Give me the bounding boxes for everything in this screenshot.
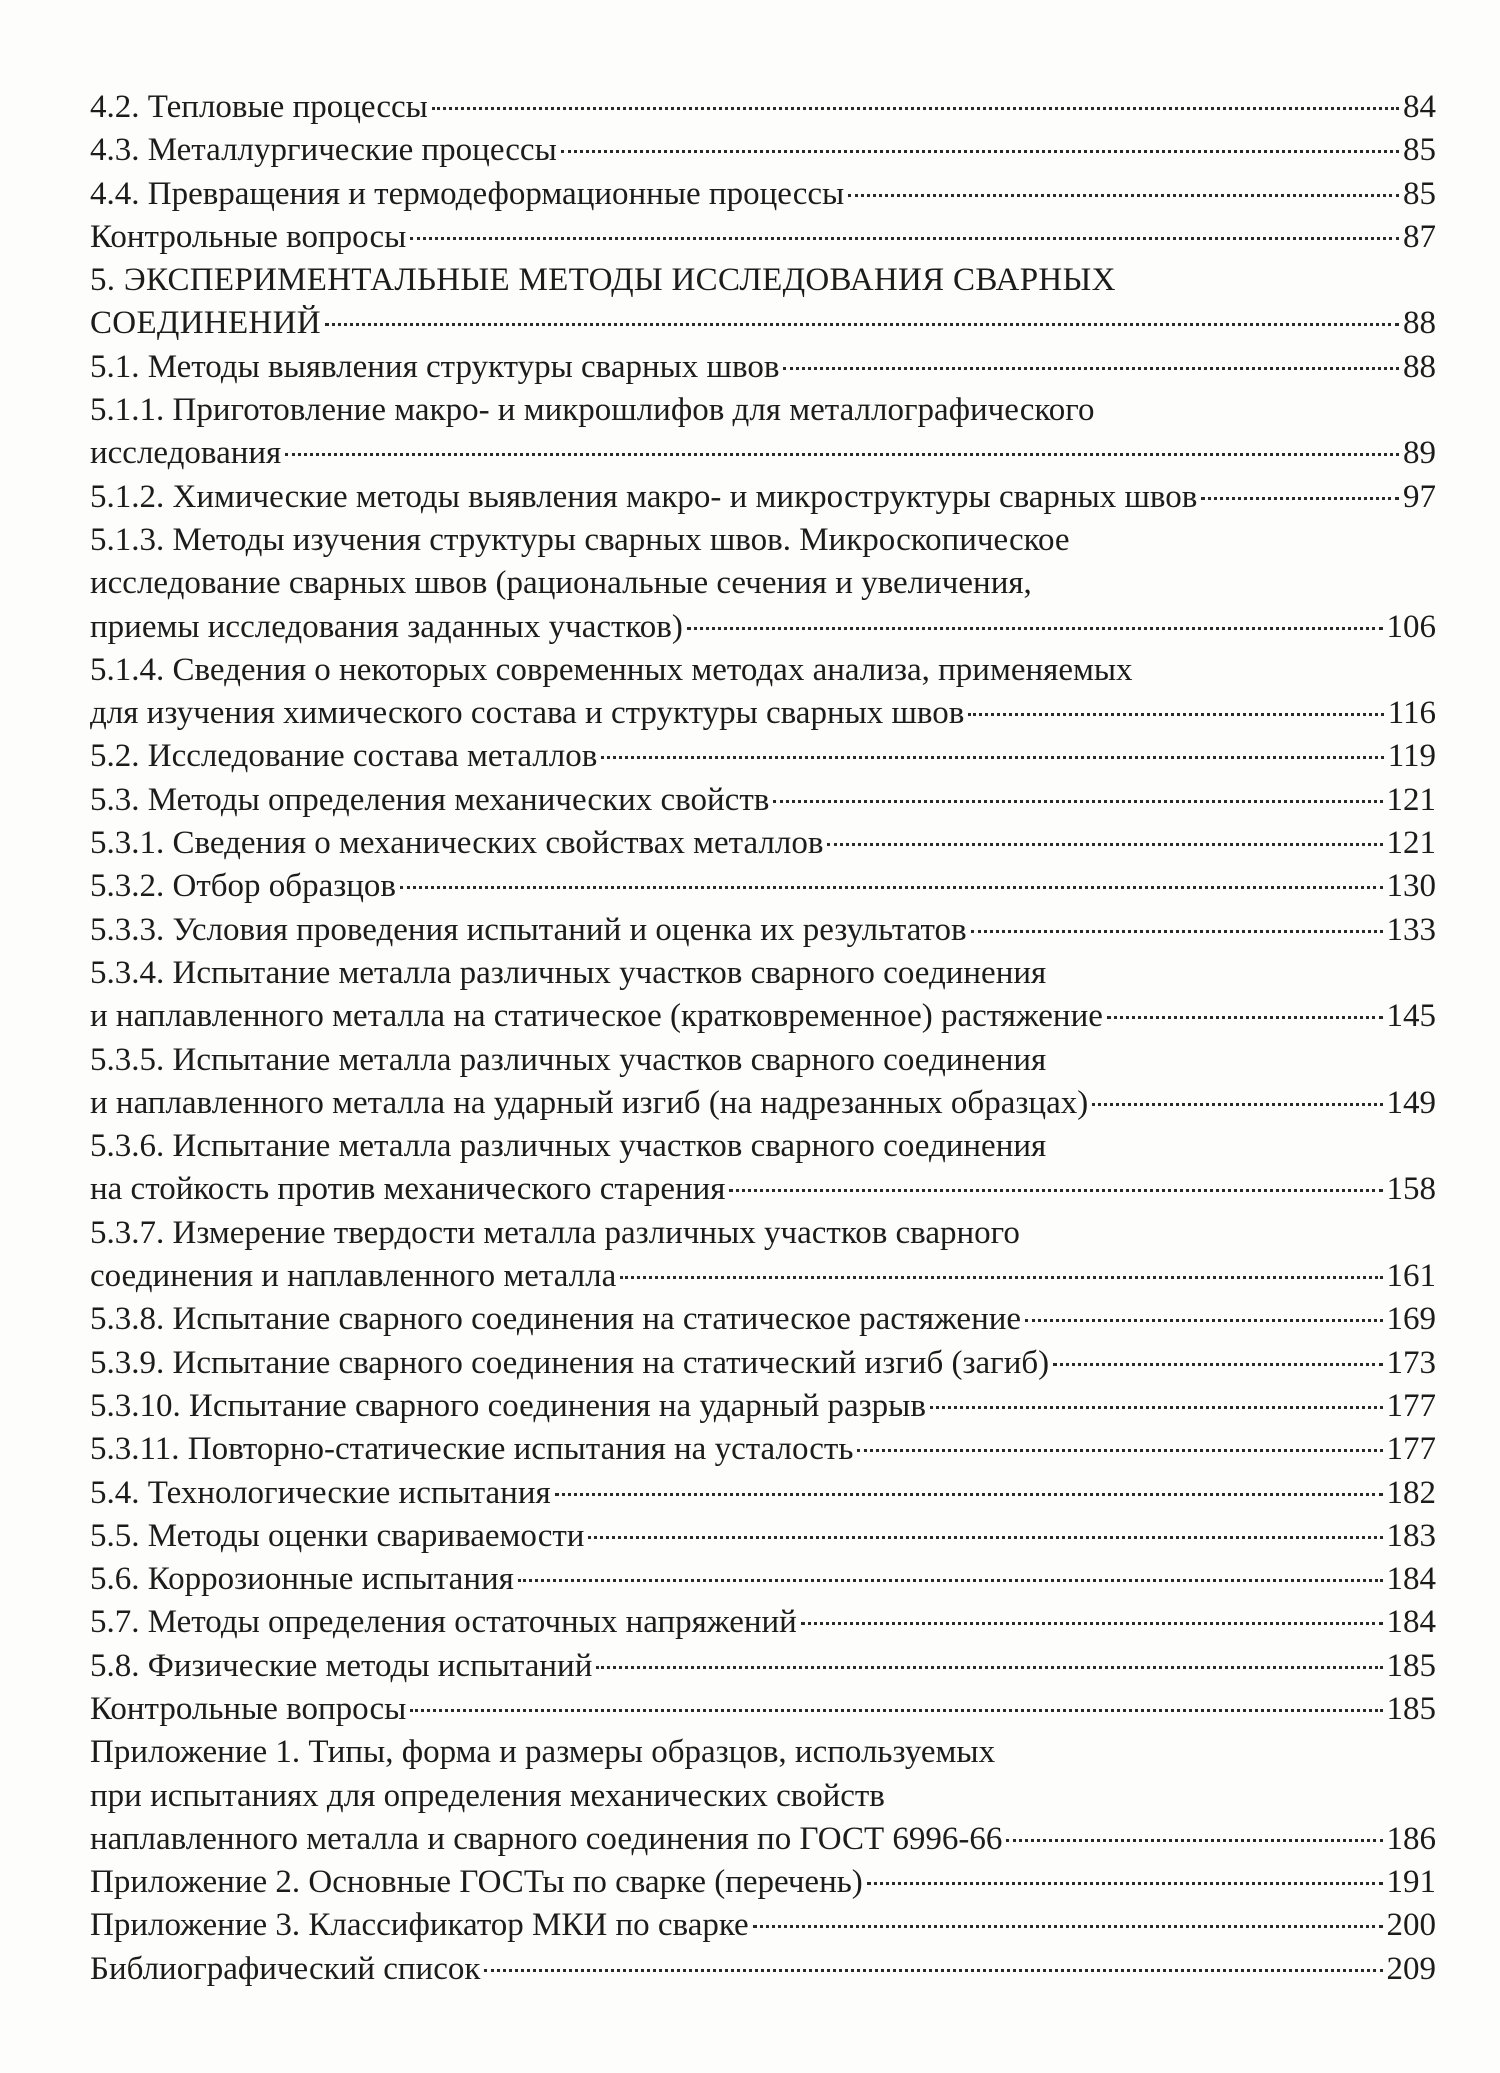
toc-entry — [90, 1904, 1436, 1947]
toc-entry-page-number: 87 — [1403, 218, 1436, 255]
dot-leader — [410, 1709, 1382, 1712]
toc-entry — [90, 86, 1436, 129]
toc-entry-title: исследование сварных швов (рациональные сечения и увеличения, — [90, 565, 1032, 602]
toc-entry-page-number: 145 — [1386, 998, 1436, 1035]
toc-entry-line — [90, 1125, 1436, 1168]
toc-entry — [90, 1385, 1436, 1428]
dot-leader — [848, 194, 1399, 197]
toc-entry — [90, 1731, 1436, 1861]
toc-entry — [90, 346, 1436, 389]
toc-entry-page-number: 182 — [1386, 1474, 1436, 1511]
toc-entry-line — [90, 1558, 1436, 1601]
toc-entry — [90, 909, 1436, 952]
toc-entry-line — [90, 822, 1436, 865]
toc-entry — [90, 1298, 1436, 1341]
toc-entry-title: 5.1.2. Химические методы выявления макро- и микроструктуры сварных швов — [90, 478, 1198, 515]
toc-entry-line — [90, 995, 1436, 1038]
toc-entry-line — [90, 735, 1436, 778]
toc-entry — [90, 1645, 1436, 1688]
toc-entry — [90, 129, 1436, 172]
toc-entry-title: 5.1.4. Сведения о некоторых современных методах анализа, применяемых — [90, 651, 1133, 688]
toc-entry-line — [90, 432, 1436, 475]
dot-leader — [827, 843, 1382, 846]
toc-entry-page-number: 209 — [1386, 1950, 1436, 1987]
dot-leader — [555, 1493, 1383, 1496]
toc-entry-page-number: 85 — [1403, 175, 1436, 212]
toc-entry-page-number: 184 — [1386, 1561, 1436, 1598]
toc-entry — [90, 1342, 1436, 1385]
toc-entry-page-number: 97 — [1403, 478, 1436, 515]
toc-entry-line — [90, 216, 1436, 259]
toc-entry-line — [90, 692, 1436, 735]
toc-entry-page-number: 173 — [1386, 1344, 1436, 1381]
toc-entry-title: на стойкость против механического старения — [90, 1171, 726, 1208]
toc-entry — [90, 779, 1436, 822]
table-of-contents — [90, 86, 1436, 1991]
toc-entry — [90, 1688, 1436, 1731]
toc-entry-line — [90, 346, 1436, 389]
toc-entry-line — [90, 1298, 1436, 1341]
toc-entry-page-number: 89 — [1403, 435, 1436, 472]
dot-leader — [484, 1969, 1382, 1972]
toc-entry-line — [90, 1775, 1436, 1818]
toc-entry-line — [90, 389, 1436, 432]
toc-entry-line — [90, 649, 1436, 692]
toc-entry-line — [90, 1645, 1436, 1688]
toc-entry-title: 4.4. Превращения и термодеформационные процессы — [90, 175, 845, 212]
toc-entry — [90, 822, 1436, 865]
toc-entry-title: 5.5. Методы оценки свариваемости — [90, 1517, 585, 1554]
toc-entry-line — [90, 1385, 1436, 1428]
toc-entry-line — [90, 952, 1436, 995]
toc-entry-title: 5.8. Физические методы испытаний — [90, 1647, 593, 1684]
toc-entry-page-number: 191 — [1386, 1864, 1436, 1901]
toc-entry — [90, 1515, 1436, 1558]
toc-entry-page-number: 85 — [1403, 132, 1436, 169]
dot-leader — [601, 756, 1383, 759]
toc-entry-title: и наплавленного металла на ударный изгиб (на надрезанных образцах) — [90, 1084, 1089, 1121]
toc-entry — [90, 1948, 1436, 1991]
toc-entry-title: 5.1.1. Приготовление макро- и микрошлифов для металлографического — [90, 392, 1095, 429]
dot-leader — [930, 1406, 1383, 1409]
dot-leader — [687, 627, 1383, 630]
toc-entry-line — [90, 1904, 1436, 1947]
dot-leader — [588, 1536, 1382, 1539]
dot-leader — [400, 886, 1382, 889]
toc-entry-page-number: 88 — [1403, 348, 1436, 385]
dot-leader — [410, 237, 1399, 240]
toc-entry — [90, 1428, 1436, 1471]
dot-leader — [1092, 1103, 1382, 1106]
toc-entry-title: 5.6. Коррозионные испытания — [90, 1561, 514, 1598]
toc-entry-title: 5.3.11. Повторно-статические испытания на усталость — [90, 1431, 854, 1468]
dot-leader — [971, 930, 1383, 933]
toc-entry-title: 5.2. Исследование состава металлов — [90, 738, 598, 775]
toc-entry — [90, 1558, 1436, 1601]
toc-entry — [90, 476, 1436, 519]
toc-entry-title: 5.7. Методы определения остаточных напряжений — [90, 1604, 797, 1641]
toc-entry-page-number: 130 — [1386, 868, 1436, 905]
toc-entry-title: 5.3.8. Испытание сварного соединения на статическое растяжение — [90, 1301, 1022, 1338]
toc-entry — [90, 389, 1436, 476]
dot-leader — [432, 107, 1399, 110]
dot-leader — [857, 1449, 1382, 1452]
toc-entry-title: 5.4. Технологические испытания — [90, 1474, 551, 1511]
toc-entry-line — [90, 1168, 1436, 1211]
dot-leader — [620, 1276, 1382, 1279]
toc-entry-page-number: 169 — [1386, 1301, 1436, 1338]
toc-entry-page-number: 88 — [1403, 305, 1436, 342]
dot-leader — [1201, 497, 1399, 500]
toc-entry — [90, 173, 1436, 216]
toc-entry-line — [90, 519, 1436, 562]
toc-entry-title: Приложение 2. Основные ГОСТы по сварке (перечень) — [90, 1864, 863, 1901]
dot-leader — [1107, 1016, 1383, 1019]
toc-entry — [90, 1601, 1436, 1644]
toc-entry — [90, 735, 1436, 778]
toc-entry-line — [90, 1818, 1436, 1861]
toc-entry-line — [90, 476, 1436, 519]
toc-entry-line — [90, 1688, 1436, 1731]
toc-entry-line — [90, 909, 1436, 952]
toc-entry — [90, 1212, 1436, 1299]
toc-entry-title: 5.3.5. Испытание металла различных участков сварного соединения — [90, 1041, 1047, 1078]
dot-leader — [325, 323, 1399, 326]
toc-entry-title: Приложение 1. Типы, форма и размеры образцов, используемых — [90, 1734, 996, 1771]
toc-entry-line — [90, 606, 1436, 649]
dot-leader — [753, 1925, 1383, 1928]
toc-entry-line — [90, 1212, 1436, 1255]
toc-entry-line — [90, 173, 1436, 216]
toc-entry-line — [90, 1861, 1436, 1904]
toc-entry-title: 5.1.3. Методы изучения структуры сварных швов. Микроскопическое — [90, 521, 1070, 558]
toc-entry-page-number: 200 — [1386, 1907, 1436, 1944]
toc-entry-page-number: 161 — [1386, 1258, 1436, 1295]
toc-entry-title: 4.2. Тепловые процессы — [90, 89, 428, 125]
toc-entry-page-number: 116 — [1387, 695, 1436, 732]
toc-entry-title: 5. ЭКСПЕРИМЕНТАЛЬНЫЕ МЕТОДЫ ИССЛЕДОВАНИЯ СВАРНЫХ — [90, 262, 1116, 299]
toc-entry-page-number: 186 — [1386, 1820, 1436, 1857]
toc-entry-title: 5.3.9. Испытание сварного соединения на статический изгиб (загиб) — [90, 1344, 1050, 1381]
toc-entry-page-number: 158 — [1386, 1171, 1436, 1208]
toc-entry-page-number: 184 — [1386, 1604, 1436, 1641]
toc-entry-title: Контрольные вопросы — [90, 1690, 407, 1727]
toc-entry-title: 5.3. Методы определения механических свойств — [90, 781, 770, 818]
toc-entry — [90, 649, 1436, 736]
toc-entry-line — [90, 302, 1436, 345]
toc-entry-page-number: 185 — [1386, 1690, 1436, 1727]
toc-entry-page-number: 185 — [1386, 1647, 1436, 1684]
dot-leader — [968, 713, 1383, 716]
toc-entry-page-number: 119 — [1387, 738, 1436, 775]
dot-leader — [285, 453, 1399, 456]
toc-entry — [90, 1861, 1436, 1904]
toc-entry-title: 5.3.2. Отбор образцов — [90, 868, 397, 905]
toc-entry-line — [90, 129, 1436, 172]
toc-entry-line — [90, 1428, 1436, 1471]
toc-entry-title: 5.3.6. Испытание металла различных участков сварного соединения — [90, 1128, 1047, 1165]
toc-entry — [90, 1472, 1436, 1515]
toc-entry-title: приемы исследования заданных участков) — [90, 608, 683, 645]
dot-leader — [1006, 1839, 1382, 1842]
toc-entry-title: 5.3.3. Условия проведения испытаний и оценка их результатов — [90, 911, 967, 948]
toc-entry-title: соединения и наплавленного металла — [90, 1258, 617, 1295]
toc-entry-title: СОЕДИНЕНИЙ — [90, 305, 321, 342]
toc-entry-page-number: 106 — [1386, 608, 1436, 645]
dot-leader — [801, 1622, 1383, 1625]
dot-leader — [518, 1579, 1383, 1582]
toc-entry-title: 5.3.7. Измерение твердости металла различных участков сварного — [90, 1214, 1020, 1251]
toc-entry-line — [90, 779, 1436, 822]
toc-entry-page-number: 183 — [1386, 1517, 1436, 1554]
toc-entry-line — [90, 865, 1436, 908]
toc-entry-line — [90, 1255, 1436, 1298]
toc-entry-title: 5.3.4. Испытание металла различных участков сварного соединения — [90, 954, 1047, 991]
toc-entry-line — [90, 1601, 1436, 1644]
toc-entry-title: 4.3. Металлургические процессы — [90, 132, 557, 169]
toc-entry-page-number: 177 — [1386, 1387, 1436, 1424]
toc-entry — [90, 952, 1436, 1039]
toc-entry — [90, 259, 1436, 346]
toc-entry — [90, 519, 1436, 649]
toc-entry-line — [90, 1472, 1436, 1515]
toc-entry — [90, 1039, 1436, 1126]
toc-entry-title: исследования — [90, 435, 282, 472]
toc-entry-line — [90, 1039, 1436, 1082]
toc-entry-line — [90, 1731, 1436, 1774]
toc-entry-line — [90, 1948, 1436, 1991]
dot-leader — [1025, 1319, 1382, 1322]
toc-entry-line — [90, 86, 1436, 129]
toc-entry-title: для изучения химического состава и структуры сварных швов — [90, 695, 965, 732]
toc-entry-title: наплавленного металла и сварного соединения по ГОСТ 6996-66 — [90, 1820, 1003, 1857]
toc-entry-title: при испытаниях для определения механических свойств — [90, 1777, 885, 1814]
dot-leader — [773, 800, 1382, 803]
toc-entry-line — [90, 1342, 1436, 1385]
toc-entry-title: 5.3.10. Испытание сварного соединения на ударный разрыв — [90, 1387, 926, 1424]
toc-entry-title: 5.1. Методы выявления структуры сварных швов — [90, 348, 780, 385]
toc-entry-title: Приложение 3. Классификатор МКИ по сварке — [90, 1907, 749, 1944]
dot-leader — [561, 150, 1399, 153]
toc-entry — [90, 216, 1436, 259]
toc-entry — [90, 865, 1436, 908]
dot-leader — [783, 367, 1399, 370]
toc-entry-line — [90, 1515, 1436, 1558]
toc-entry-page-number: 121 — [1386, 781, 1436, 818]
toc-entry-page-number: 133 — [1386, 911, 1436, 948]
toc-entry-title: и наплавленного металла на статическое (кратковременное) растяжение — [90, 998, 1103, 1035]
toc-entry-line — [90, 1082, 1436, 1125]
toc-entry-page-number: 149 — [1386, 1084, 1436, 1121]
toc-entry-page-number: 177 — [1386, 1431, 1436, 1468]
toc-entry-page-number: 121 — [1386, 825, 1436, 862]
toc-entry-title: Контрольные вопросы — [90, 218, 407, 255]
dot-leader — [596, 1666, 1382, 1669]
toc-entry — [90, 1125, 1436, 1212]
toc-entry-line — [90, 562, 1436, 605]
toc-entry-title: Библиографический список — [90, 1950, 481, 1987]
dot-leader — [729, 1189, 1382, 1192]
toc-entry-title: 5.3.1. Сведения о механических свойствах металлов — [90, 825, 824, 862]
dot-leader — [1053, 1363, 1382, 1366]
dot-leader — [867, 1882, 1383, 1885]
toc-entry-page-number: 84 — [1403, 89, 1436, 125]
toc-entry-line — [90, 259, 1436, 302]
